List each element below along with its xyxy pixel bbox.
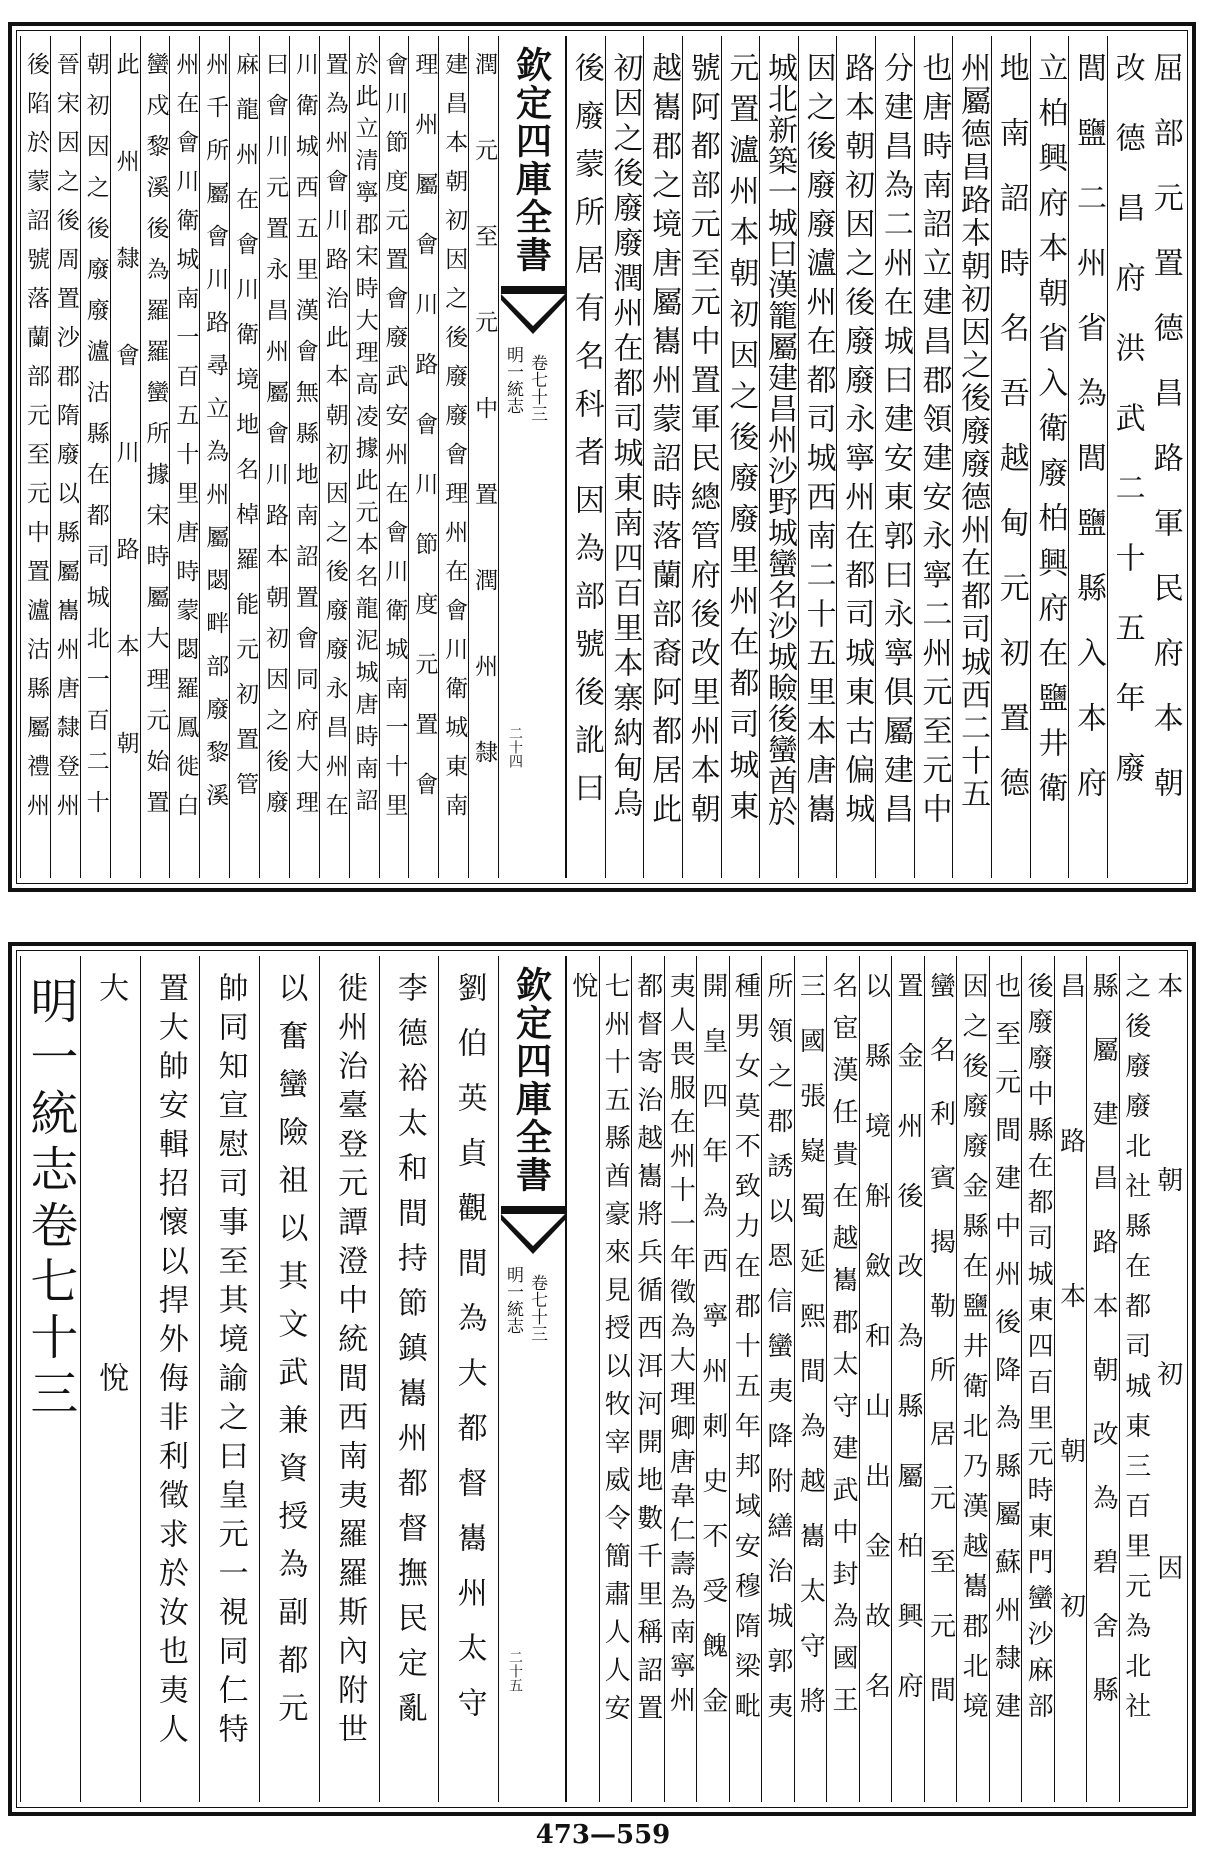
fish-tail-ornament — [499, 286, 567, 336]
text-column — [643, 36, 682, 878]
column-text: 此州隸會川路本朝 — [112, 52, 139, 828]
text-column — [50, 36, 80, 878]
text-column — [438, 956, 498, 1802]
column-text: 元置瀘州本朝初因之後廢廢里州在都司城東 — [723, 52, 759, 831]
text-column — [836, 36, 875, 878]
text-column — [468, 36, 498, 878]
column-text: 悅 — [567, 972, 598, 1751]
closing-title-column — [20, 956, 80, 1802]
text-column — [875, 36, 914, 878]
text-column — [169, 36, 199, 878]
column-text: 後廢廢中縣在都司城東四百里元時東門蠻沙麻部 — [1023, 972, 1054, 1728]
text-column — [759, 36, 798, 878]
text-column — [761, 956, 794, 1802]
text-column — [891, 956, 924, 1802]
column-text: 州千所屬會川路尋立為州屬閟畔部廢黎溪 — [202, 52, 229, 826]
bottom-page-number: 二十五 — [507, 1650, 523, 1692]
column-text: 麻龍州在會川衛境地名棹羅能元初置管 — [232, 52, 259, 817]
column-text: 以奮蠻險祖以其文武兼資授為副都元 — [272, 972, 308, 1740]
column-text: 建昌本朝初因之後廢廢會理州在會川衛城東南 — [441, 52, 468, 832]
text-column — [1030, 36, 1069, 878]
column-text: 夷人畏服在州十一年徵為大理卿唐韋仁壽為南寧州 — [665, 972, 696, 1720]
text-column — [696, 956, 729, 1802]
column-text: 開皇四年為西寧州刺史不受餽金 — [697, 972, 728, 1742]
text-column — [605, 36, 644, 878]
column-text: 蠻戍黎溪後為羅羅蠻所據宋時屬大理元始置 — [142, 52, 169, 831]
top-page — [8, 22, 1196, 892]
top-header: 欽定四庫全書 — [510, 46, 553, 274]
column-text: 城北新築一城曰漢籠屬建昌州沙野城蠻名沙城瞼後蠻酋於 — [761, 52, 797, 827]
text-column — [379, 36, 409, 878]
text-column — [349, 36, 379, 878]
bottom-book-title: 明一統志 — [503, 1266, 523, 1334]
bottom-volume-label: 卷七十三 — [527, 1274, 547, 1342]
text-column — [438, 36, 468, 878]
text-column — [259, 956, 319, 1802]
text-column — [664, 956, 697, 1802]
column-text: 名宦漢任貴在越巂郡太守建武中封為國王 — [827, 972, 858, 1728]
text-column — [1068, 36, 1107, 878]
fish-tail-ornament — [499, 1206, 567, 1256]
column-text: 後廢蒙所居有名科者因為部號後訛曰 — [568, 52, 604, 820]
column-text: 曰會川元置永昌州屬會川路本朝初因之後廢 — [261, 52, 288, 831]
column-text: 地南詔時名吾越甸元初置德 — [993, 52, 1029, 832]
column-text: 李德裕太和間持節鎮巂州都督撫民定亂 — [391, 972, 427, 1737]
column-text: 劉伯英貞觀間為大都督巂州太守 — [451, 972, 487, 1742]
text-column — [140, 36, 170, 878]
text-column — [914, 36, 953, 878]
text-column — [80, 956, 140, 1802]
text-column — [229, 36, 259, 878]
column-text: 朝初因之後廢廢瀘沽縣在都司城北一百二十 — [82, 52, 109, 831]
text-column — [110, 36, 140, 878]
text-column — [924, 956, 957, 1802]
column-text: 本朝初因 — [1152, 972, 1183, 1748]
text-column — [721, 36, 760, 878]
text-column — [259, 36, 289, 878]
text-column — [1086, 956, 1119, 1802]
column-text: 昌路本朝初 — [1055, 972, 1086, 1747]
column-text: 會川節度元置會廢武安州在會川衛城南一十里 — [381, 52, 408, 832]
text-column — [140, 956, 200, 1802]
column-text: 州在會川衛城南一百五十里唐時蒙閟羅鳳徙白 — [172, 52, 199, 832]
text-column — [408, 36, 438, 878]
column-text: 晉宋因之後周置沙郡隋廢以縣屬巂州唐隸登州 — [52, 52, 79, 832]
text-column — [1054, 956, 1087, 1802]
column-text: 因之後廢廢瀘州在都司城西南二十五里本唐巂 — [800, 52, 836, 832]
column-text: 州屬德昌路本朝初因之後廢廢德州在都司城西二十五 — [955, 52, 991, 811]
text-column — [319, 36, 349, 878]
text-column — [729, 956, 762, 1802]
column-text: 路本朝初因之後廢廢永寧州在都司城東古偏城 — [839, 52, 875, 832]
text-column — [631, 956, 664, 1802]
column-text: 改德昌府洪武二十五年廢 — [1109, 52, 1145, 822]
column-text: 屈部元置德昌路軍民府本朝 — [1147, 52, 1183, 832]
top-volume-label: 卷七十三 — [527, 354, 547, 422]
column-text: 以縣境斛斂和山出金故名 — [860, 972, 891, 1742]
column-text: 號阿都部元至元中置軍民總管府後改里州本朝 — [684, 52, 720, 832]
top-center-gutter — [498, 36, 566, 878]
text-column — [1119, 956, 1152, 1802]
text-column — [599, 956, 632, 1802]
text-column — [319, 956, 379, 1802]
top-book-title: 明一統志 — [503, 346, 523, 414]
column-text: 理州屬會川路會川節度元置會 — [411, 52, 438, 832]
column-text: 所領之郡誘以恩信蠻夷降附繕治城郭夷 — [762, 972, 793, 1737]
column-text: 也唐時南詔立建昌郡領建安永寧二州元至元中 — [916, 52, 952, 832]
column-text: 置為州會川路治此本朝初因之後廢廢永昌州在 — [321, 52, 348, 832]
text-column — [991, 36, 1030, 878]
column-text: 徙州治臺登元譚澄中統間西南夷羅羅斯內附世 — [332, 972, 368, 1752]
text-column — [1151, 956, 1184, 1802]
text-column — [859, 956, 892, 1802]
column-text: 分建昌為二州在城曰建安東郭曰永寧俱屬建昌 — [877, 52, 913, 832]
column-text: 蠻名利賓揭勒所居元至元間 — [925, 972, 956, 1740]
text-column — [80, 36, 110, 878]
column-text: 種男女莫不致力在郡十五年邦域安穆隋梁毗 — [730, 972, 761, 1732]
column-text: 之後廢廢北社縣在都司城東三百里元為北社 — [1120, 972, 1151, 1732]
column-text: 因之後廢廢金縣在鹽井衛北乃漢越巂郡北境 — [958, 972, 989, 1732]
page-footer-number: 473—559 — [535, 1820, 671, 1850]
text-column — [1021, 956, 1054, 1802]
text-column — [826, 956, 859, 1802]
bottom-header: 欽定四庫全書 — [510, 966, 553, 1194]
text-column — [566, 956, 599, 1802]
text-column — [989, 956, 1022, 1802]
text-column — [682, 36, 721, 878]
text-column — [566, 36, 605, 878]
column-text: 也至元間建中州後降為縣屬蘇州隸建 — [990, 972, 1021, 1740]
text-column — [1145, 36, 1184, 878]
column-text: 三國張嶷蜀延熙間為越巂太守將 — [795, 972, 826, 1742]
text-column — [20, 36, 50, 878]
column-text: 初因之後廢廢潤州在都司城東南四百里本寨納甸烏 — [607, 52, 643, 822]
column-text: 置金州後改為縣屬柏興府 — [893, 972, 923, 1742]
text-column — [199, 956, 259, 1802]
column-text: 川衛城西五里漢會無縣地南詔置會同府大理 — [291, 52, 318, 831]
column-text: 帥同知宣慰司事至其境諭之曰皇元一視同仁特 — [212, 972, 248, 1752]
text-column — [379, 956, 439, 1802]
text-column — [952, 36, 991, 878]
column-text: 潤元至元中置潤州隸 — [471, 52, 498, 826]
text-column — [289, 36, 319, 878]
text-column — [794, 956, 827, 1802]
column-text: 都督寄治越巂將兵循西洱河開地數千里稱詔置 — [632, 972, 663, 1732]
column-text: 後陷於蒙詔號落蘭部元至元中置瀘沽縣屬禮州 — [22, 52, 49, 832]
text-column — [1107, 36, 1146, 878]
bottom-page — [8, 942, 1196, 1816]
text-column — [798, 36, 837, 878]
column-text: 於此立清寧郡宋時大理高凌據此元本名龍泥城唐時南詔 — [351, 52, 378, 820]
column-text: 立柏興府本朝省入衛廢柏興府在鹽井衛 — [1032, 52, 1068, 817]
column-text: 縣屬建昌路本朝改為碧舍縣 — [1088, 972, 1119, 1740]
column-text: 大悅 — [93, 972, 129, 1752]
text-column — [199, 36, 229, 878]
column-text: 置大帥安輯招懷以捍外侮非利徵求於汝也夷人 — [152, 972, 188, 1752]
bottom-center-gutter — [498, 956, 566, 1802]
column-text: 七州十五縣酋豪來見授以牧宰威令簡肅人人安 — [600, 972, 631, 1732]
text-column — [956, 956, 989, 1802]
top-page-number: 二十四 — [507, 726, 523, 768]
column-text: 越巂郡之境唐屬巂州蒙詔時落蘭部裔阿都居此 — [646, 52, 682, 832]
column-text: 閭鹽二州省為閭鹽縣入本府 — [1070, 52, 1106, 832]
closing-title: 明一統志卷七十三 — [21, 976, 78, 1424]
